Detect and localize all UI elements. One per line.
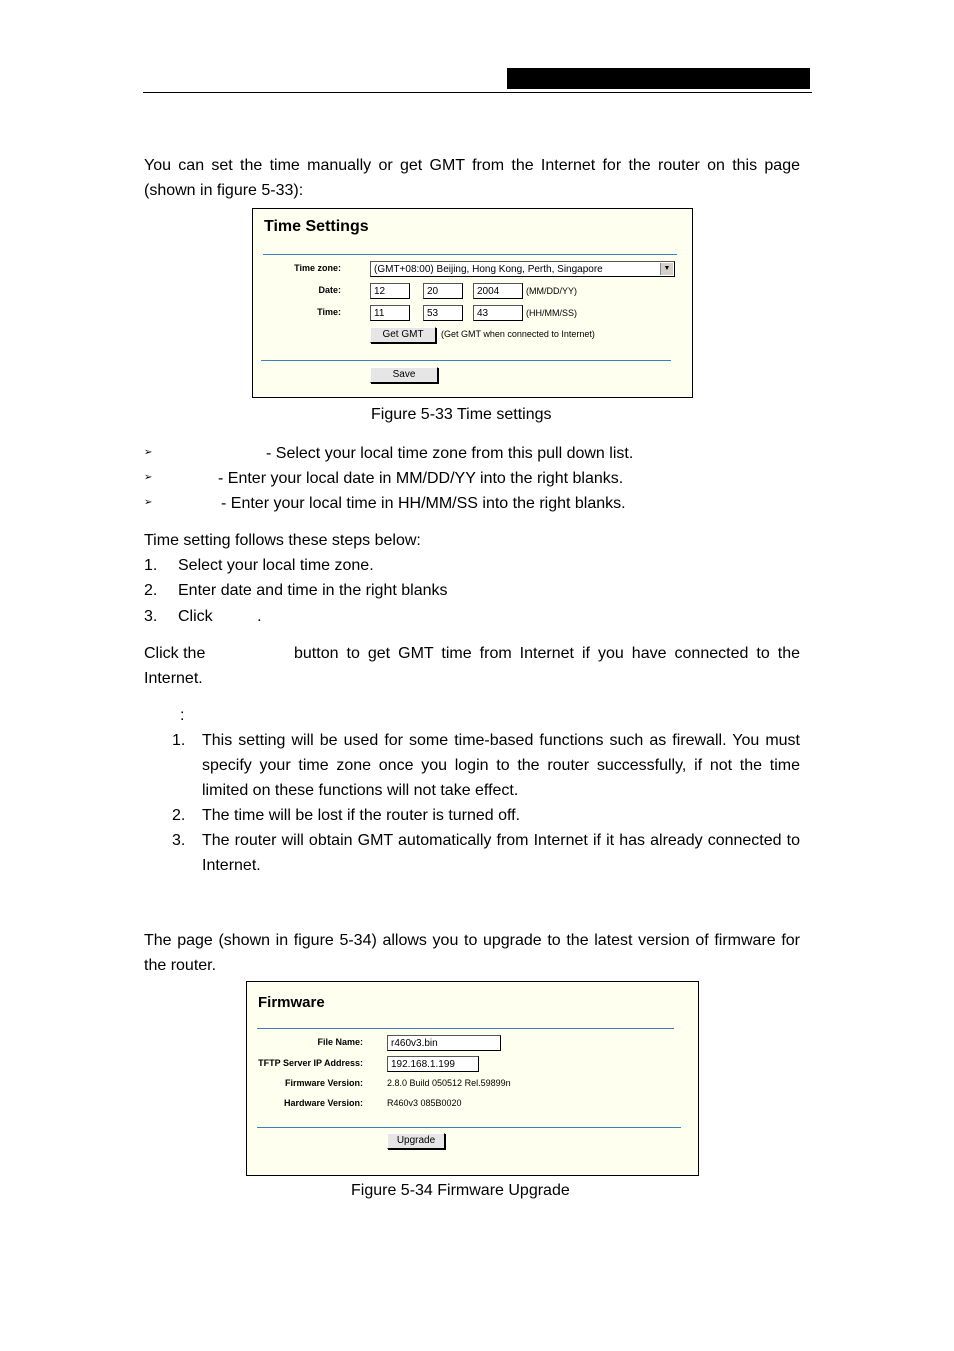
date-format-hint: (MM/DD/YY) <box>526 286 577 296</box>
time-settings-top-rule <box>263 254 677 255</box>
get-gmt-note: (Get GMT when connected to Internet) <box>441 329 595 339</box>
step-text: Enter date and time in the right blanks <box>178 582 448 599</box>
date-day-input[interactable]: 20 <box>423 283 463 299</box>
bullet-timezone: - Select your local time zone from this pull down list. <box>266 445 634 462</box>
firmware-intro-paragraph: The page (shown in figure 5-34) allows you to upgrade to the latest version of firmware for the router. <box>144 932 800 974</box>
tftp-ip-input[interactable]: 192.168.1.199 <box>387 1056 479 1072</box>
step-number: 2. <box>144 582 158 599</box>
save-button[interactable]: Save <box>370 367 438 383</box>
date-label: Date: <box>318 285 341 295</box>
note-text: The router will obtain GMT automatically from Internet if it has already connected to Internet. <box>202 832 800 874</box>
bullet-arrow-icon: ➢ <box>144 497 153 508</box>
gmt-paragraph-line2: Internet. <box>144 670 203 687</box>
step-text: Click . <box>178 608 262 625</box>
firmware-bottom-rule <box>257 1127 681 1128</box>
time-minute-input[interactable]: 53 <box>423 305 463 321</box>
time-format-hint: (HH/MM/SS) <box>526 308 577 318</box>
time-settings-bottom-rule <box>261 360 671 361</box>
gmt-paragraph-start: Click the <box>144 645 206 662</box>
hardware-version-label: Hardware Version: <box>283 1098 363 1108</box>
hardware-version-value: R460v3 085B0020 <box>387 1098 462 1108</box>
timezone-value: (GMT+08:00) Beijing, Hong Kong, Perth, Singapore <box>374 264 603 275</box>
file-name-input[interactable]: r460v3.bin <box>387 1035 501 1051</box>
firmware-version-label: Firmware Version: <box>284 1078 363 1088</box>
note-text: This setting will be used for some time-based functions such as firewall. You must specify your time zone once you login to the router successfully, if not the time limited on these functions will not take effect. <box>202 732 800 799</box>
header-bar <box>507 68 810 89</box>
intro-paragraph: You can set the time manually or get GMT from the Internet for the router on this page (shown in figure 5-33): <box>144 157 800 199</box>
bullet-arrow-icon: ➢ <box>144 447 153 458</box>
dropdown-arrow-icon[interactable]: ▼ <box>660 263 673 275</box>
date-month-input[interactable]: 12 <box>370 283 410 299</box>
file-name-label: File Name: <box>317 1037 363 1047</box>
step-number: 1. <box>144 557 158 574</box>
time-settings-title: Time Settings <box>264 218 369 235</box>
time-second-input[interactable]: 43 <box>473 305 523 321</box>
figure-5-34-caption: Figure 5-34 Firmware Upgrade <box>351 1182 570 1199</box>
header-rule <box>143 92 812 93</box>
step-text: Select your local time zone. <box>178 557 374 574</box>
firmware-title: Firmware <box>258 994 325 1011</box>
note-number: 3. <box>172 832 186 849</box>
gmt-paragraph-end: button to get GMT time from Internet if you have connected to the <box>294 645 800 662</box>
firmware-top-rule <box>257 1028 674 1029</box>
timezone-label: Time zone: <box>294 263 341 273</box>
steps-intro: Time setting follows these steps below: <box>144 532 421 549</box>
timezone-select[interactable] <box>370 261 675 277</box>
firmware-panel <box>246 981 699 1176</box>
time-hour-input[interactable]: 11 <box>370 305 410 321</box>
note-number: 1. <box>172 732 186 749</box>
bullet-arrow-icon: ➢ <box>144 472 153 483</box>
step-number: 3. <box>144 608 158 625</box>
figure-5-33-caption: Figure 5-33 Time settings <box>371 406 552 423</box>
note-colon: : <box>180 707 185 724</box>
upgrade-button[interactable]: Upgrade <box>387 1133 445 1149</box>
bullet-date: - Enter your local date in MM/DD/YY into the right blanks. <box>218 470 624 487</box>
time-label: Time: <box>317 307 341 317</box>
get-gmt-button[interactable]: Get GMT <box>370 327 436 343</box>
tftp-label: TFTP Server IP Address: <box>258 1058 363 1068</box>
bullet-time: - Enter your local time in HH/MM/SS into the right blanks. <box>221 495 626 512</box>
firmware-version-value: 2.8.0 Build 050512 Rel.59899n <box>387 1078 511 1088</box>
note-text: The time will be lost if the router is turned off. <box>202 807 521 824</box>
time-settings-panel <box>252 208 693 398</box>
note-number: 2. <box>172 807 186 824</box>
date-year-input[interactable]: 2004 <box>473 283 523 299</box>
